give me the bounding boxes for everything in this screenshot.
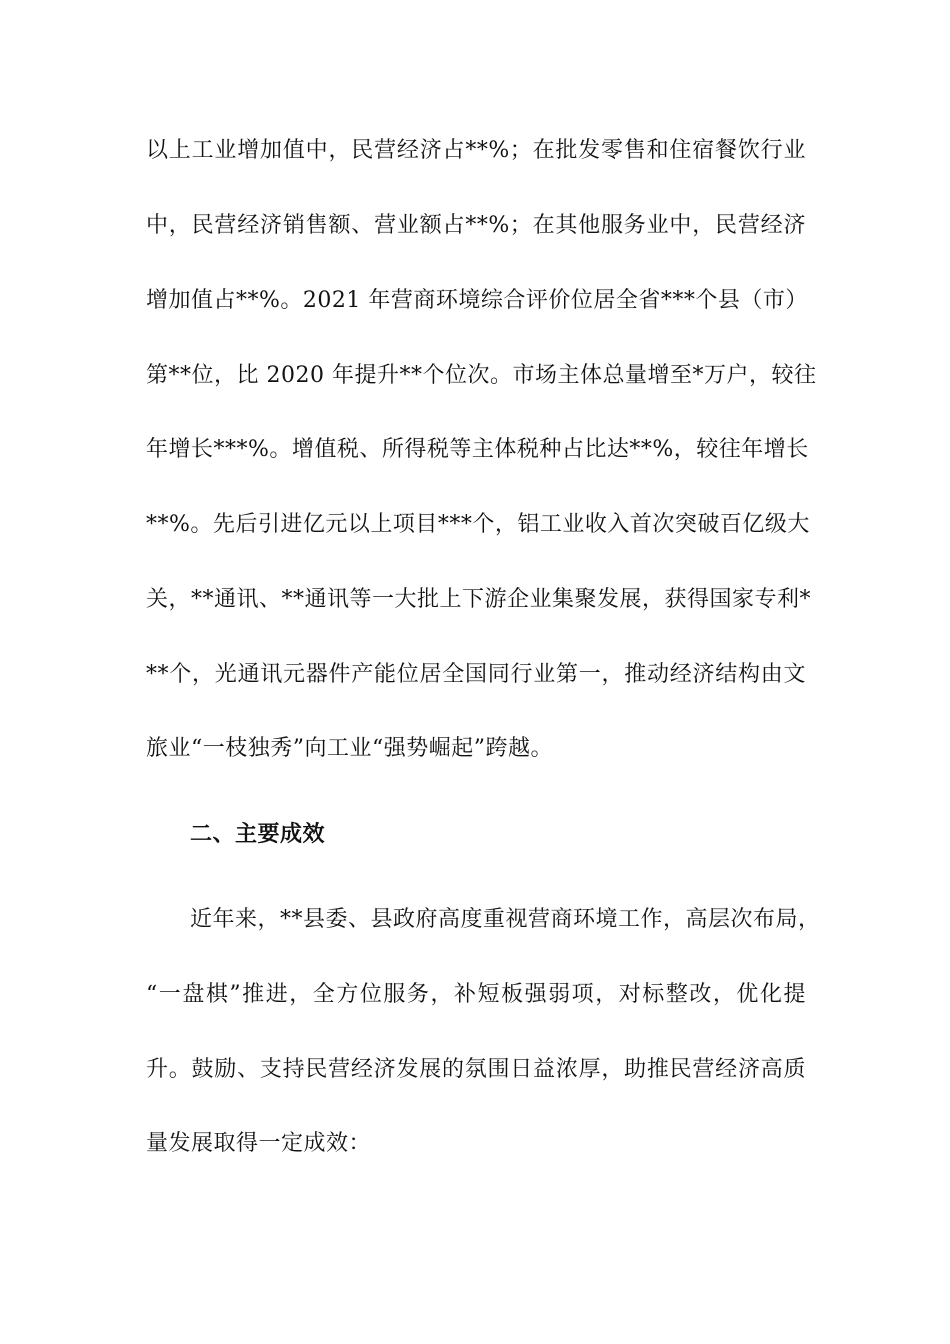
- paragraph-2-line-4: 量发展取得一定成效：: [146, 1131, 372, 1156]
- paragraph-1-line-2: 中，民营经济销售额、营业额占**%；在其他服务业中，民营经济: [146, 213, 806, 238]
- paragraph-1-line-1: 以上工业增加值中，民营经济占**%；在批发零售和住宿餐饮行业: [146, 138, 806, 163]
- paragraph-2-line-2: “一盘棋”推进，全方位服务，补短板强弱项，对标整改，优化提: [146, 982, 806, 1007]
- paragraph-2-line-1: 近年来，**县委、县政府高度重视营商环境工作，高层次布局，: [190, 907, 821, 932]
- paragraph-1-line-6: **%。先后引进亿元以上项目***个，铝工业收入首次突破百亿级大: [146, 512, 810, 537]
- paragraph-1-line-8: **个，光通讯元器件产能位居全国同行业第一，推动经济结构由文: [146, 662, 806, 687]
- paragraph-1-line-5: 年增长***%。增值税、所得税等主体税种占比达**%，较往年增长: [146, 437, 809, 462]
- paragraph-1-line-4: 第**位，比 2020 年提升**个位次。市场主体总量增至*万户，较往: [146, 363, 817, 388]
- paragraph-2-line-3: 升。鼓励、支持民营经济发展的氛围日益浓厚，助推民营经济高质: [146, 1057, 806, 1082]
- paragraph-1-line-9: 旅业“一枝独秀”向工业“强势崛起”跨越。: [146, 736, 553, 761]
- section-heading: 二、主要成效: [190, 821, 326, 847]
- paragraph-1-line-3: 增加值占**%。2021 年营商环境综合评价位居全省***个县（市）: [146, 288, 808, 313]
- paragraph-1-line-7: 关，**通讯、**通讯等一大批上下游企业集聚发展，获得国家专利*: [146, 587, 812, 612]
